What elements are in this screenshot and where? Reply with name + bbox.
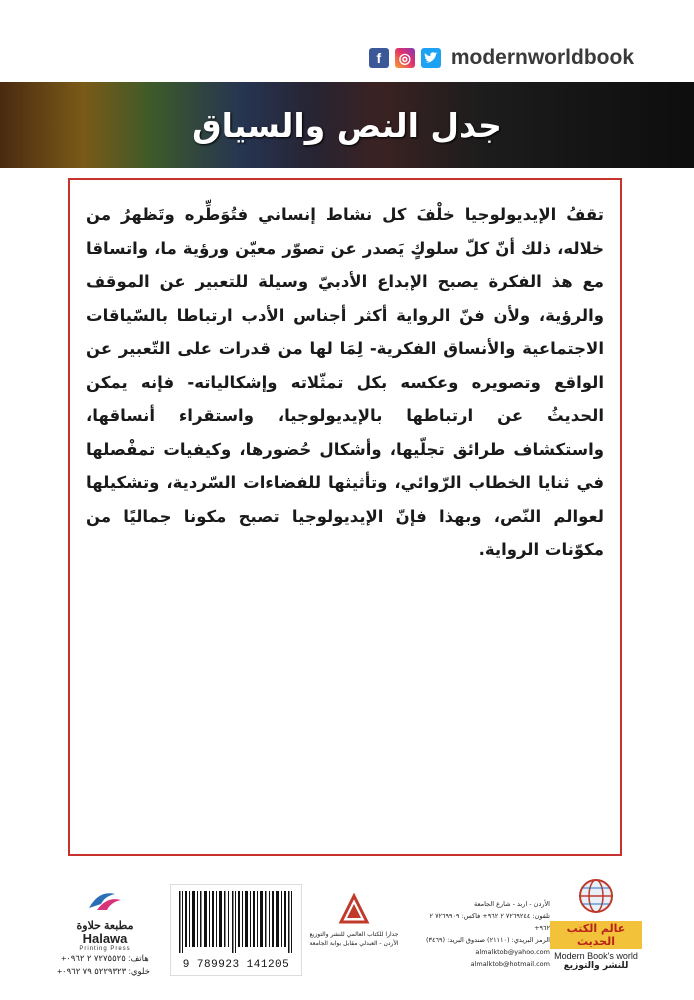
footer	[0, 874, 694, 984]
book-title: جدل النص والسياق	[192, 105, 502, 145]
contact-email-1[interactable]: almalktob@yahoo.com	[475, 948, 550, 956]
distributor-block	[306, 892, 402, 948]
publisher-name-en: Modern Book's world	[554, 951, 638, 961]
printer-mobile: خلوي: ٥٢٢٩٣٢٣ ٧٩ ٠٩٦٢+	[57, 966, 150, 976]
publisher-tagline: للنشر والتوزيع	[563, 961, 629, 971]
barcode-bars	[179, 891, 293, 953]
barcode	[170, 884, 302, 976]
contact-block	[412, 898, 550, 970]
printer-name-ar: مطبعة حلاوة	[76, 920, 134, 932]
isbn-number: 9 789923 141205	[182, 959, 290, 971]
printer-name-en-sub: Printing Press	[79, 946, 131, 952]
instagram-icon[interactable]: ◎	[395, 48, 415, 68]
site-handle[interactable]: modernworldbook	[450, 46, 634, 69]
contact-postal: الرمز البريدي: (٢١١١٠) صندوق البريد: (٣٤٦٩)	[425, 936, 550, 944]
printer-logo-icon	[85, 888, 125, 914]
facebook-icon[interactable]: f	[369, 48, 389, 68]
globe-icon	[576, 876, 616, 916]
social-links	[369, 46, 634, 70]
blurb-text: تقفُ الإيديولوجيا خلْفَ كل نشاط إنساني فتُوَطِّره وتَظهرُ من خلاله، ذلك أنّ كلّ سلوكٍ يَصدر عن تصوّر معيّن ورؤية ما، واتساقا مع هذ الفكرة يصبح الإبداع الأدبيّ وسيلة للتعبير عن الموقف والرؤية، ولأن فنّ الرواية أكثر أجناس الأدب ارتباطا بالسّياقات الاجتماعية والأنساق الفكرية- لِمَا لها من قدرات على التّعبير عن الواقع وتصويره وعكسه بكل تمثّلاته وإشكالياته- فإنه يمكن الحديثُ عن ارتباطها بالإيديولوجيا، واستقراء أنساقها، واستكشاف طرائق تجلّيها، وأشكال حُضورها، وكيفيات تمفْصلها في ثنايا الخطاب الرّوائي، وتأثيثها للفضاءات السّردية، وتشكيلها لعوالم النّص، وبهذا فإنّ الإيديولوجيا تصبح مكونا جماليًا من مكوّنات الرواية.	[86, 205, 604, 559]
publisher-block	[550, 876, 642, 971]
contact-phone: تلفون: ٧٢٦٩٢٤٤ ٢ ٩٦٢+ فاكس: ٧٢٦٩٩٠٩ ٢ ٩٦٢+	[429, 912, 550, 932]
contact-email-2[interactable]: almalktob@hotmail.com	[470, 960, 550, 968]
contact-address: الأردن - اربد - شارع الجامعة	[473, 900, 550, 908]
printer-name-en: Halawa	[82, 931, 128, 946]
twitter-icon[interactable]	[421, 48, 441, 68]
blurb-frame	[68, 178, 622, 856]
title-band	[0, 82, 694, 168]
printer-block	[57, 888, 150, 978]
distributor-logo-icon	[337, 892, 371, 926]
distributor-line-1: جدارا للكتاب العالمي للنشر والتوزيع	[309, 931, 399, 938]
publisher-name-ar: عالم الكتب الحديث	[550, 921, 642, 949]
printer-phone: هاتف: ٧٢٧٥٥٢٥ ٢ ٠٩٦٢+	[61, 953, 149, 963]
distributor-line-2: الأردن - العبدلي مقابل بوابة الجامعة	[309, 940, 399, 947]
